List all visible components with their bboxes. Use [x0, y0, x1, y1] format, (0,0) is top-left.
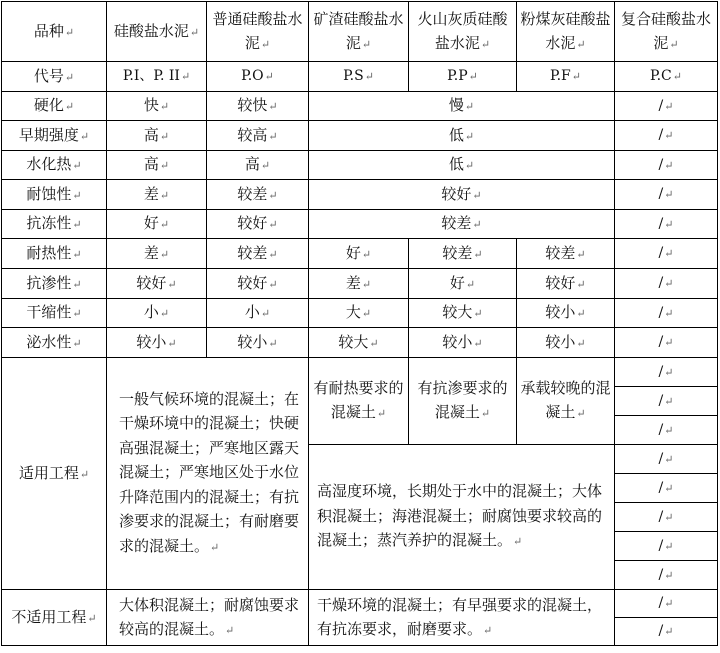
code-cell: P.S↵ — [309, 62, 409, 92]
row-label: 硬化↵ — [2, 92, 107, 121]
value-cell: 高↵ — [107, 151, 207, 180]
value-cell: 较小↵ — [409, 328, 517, 358]
code-cell: P.O↵ — [207, 62, 309, 92]
hydration-heat-row — [2, 151, 718, 180]
row-label: 早期强度↵ — [2, 121, 107, 151]
slash-cell: /↵ — [615, 387, 718, 416]
value-cell: 较好↵ — [207, 269, 309, 299]
value-cell: /↵ — [615, 210, 718, 239]
applicable-flyash-cell: 承载较晚的混凝土↵ — [517, 358, 615, 445]
value-cell: 较好↵ — [107, 269, 207, 299]
value-cell: 较差↵ — [409, 239, 517, 269]
value-cell: 大↵ — [309, 299, 409, 328]
frost-row — [2, 210, 718, 239]
row-label: 干缩性↵ — [2, 299, 107, 328]
slash-cell: /↵ — [615, 590, 718, 618]
row-label: 泌水性↵ — [2, 328, 107, 358]
row-label: 抗渗性↵ — [2, 269, 107, 299]
bleeding-row — [2, 328, 718, 358]
value-cell: 较差↵ — [207, 239, 309, 269]
value-cell: 好↵ — [107, 210, 207, 239]
row-label: 耐热性↵ — [2, 239, 107, 269]
code-cell: P.I、P. II↵ — [107, 62, 207, 92]
value-cell: 较差↵ — [309, 210, 615, 239]
not-applicable-portland-cell: 大体积混凝土；耐腐蚀要求较高的混凝土。↵ — [107, 590, 309, 646]
value-cell: 较小↵ — [207, 328, 309, 358]
not-applicable-row — [2, 590, 718, 618]
corrosion-row — [2, 180, 718, 210]
slash-cell: /↵ — [615, 561, 718, 590]
slash-cell: /↵ — [615, 445, 718, 474]
value-cell: 较大↵ — [309, 328, 409, 358]
value-cell: 高↵ — [207, 151, 309, 180]
cement-comparison-table — [1, 1, 718, 646]
value-cell: 小↵ — [107, 299, 207, 328]
value-cell: 好↵ — [309, 239, 409, 269]
value-cell: 差↵ — [309, 269, 409, 299]
value-cell: /↵ — [615, 269, 718, 299]
header-cell-portland: 硅酸盐水泥↵ — [107, 2, 207, 62]
value-cell: 较小↵ — [107, 328, 207, 358]
value-cell: /↵ — [615, 328, 718, 358]
heat-resistance-row — [2, 239, 718, 269]
value-cell: 小↵ — [207, 299, 309, 328]
value-cell: /↵ — [615, 239, 718, 269]
header-cell-slag: 矿渣硅酸盐水泥↵ — [309, 2, 409, 62]
value-cell: /↵ — [615, 121, 718, 151]
code-cell: P.P↵ — [409, 62, 517, 92]
row-label: 代号↵ — [2, 62, 107, 92]
applicable-row — [2, 358, 718, 387]
slash-cell: /↵ — [615, 503, 718, 532]
header-cell-flyash: 粉煤灰硅酸盐水泥↵ — [517, 2, 615, 62]
header-cell-ordinary-portland: 普通硅酸盐水泥↵ — [207, 2, 309, 62]
value-cell: 较好↵ — [207, 210, 309, 239]
header-cell-composite: 复合硅酸盐水泥↵ — [615, 2, 718, 62]
code-row — [2, 62, 718, 92]
value-cell: /↵ — [615, 299, 718, 328]
value-cell: 较小↵ — [517, 299, 615, 328]
applicable-common-cell: 高湿度环境，长期处于水中的混凝土；大体积混凝土；海港混凝土；耐腐蚀要求较高的混凝土；蒸汽养护的混凝土。↵ — [309, 445, 615, 590]
value-cell: /↵ — [615, 151, 718, 180]
applicable-pozzolan-cell: 有抗渗要求的混凝土↵ — [409, 358, 517, 445]
value-cell: 较快↵ — [207, 92, 309, 121]
value-cell: 差↵ — [107, 239, 207, 269]
row-label: 耐蚀性↵ — [2, 180, 107, 210]
early-strength-row — [2, 121, 718, 151]
hardening-row — [2, 92, 718, 121]
not-applicable-others-cell: 干燥环境的混凝土；有早强要求的混凝土，有抗冻要求，耐磨要求。↵ — [309, 590, 615, 646]
value-cell: 较小↵ — [517, 328, 615, 358]
value-cell: 较好↵ — [517, 269, 615, 299]
value-cell: 快↵ — [107, 92, 207, 121]
slash-cell: /↵ — [615, 358, 718, 387]
shrinkage-row — [2, 299, 718, 328]
value-cell: 较差↵ — [517, 239, 615, 269]
code-cell: P.F↵ — [517, 62, 615, 92]
value-cell: 差↵ — [107, 180, 207, 210]
slash-cell: /↵ — [615, 474, 718, 503]
value-cell: /↵ — [615, 92, 718, 121]
row-label-applicable: 适用工程↵ — [2, 358, 107, 590]
slash-cell: /↵ — [615, 618, 718, 646]
value-cell: 较差↵ — [207, 180, 309, 210]
impermeability-row — [2, 269, 718, 299]
value-cell: 较大↵ — [409, 299, 517, 328]
applicable-slag-cell: 有耐热要求的混凝土↵ — [309, 358, 409, 445]
value-cell: 低↵ — [309, 121, 615, 151]
value-cell: 较高↵ — [207, 121, 309, 151]
slash-cell: /↵ — [615, 416, 718, 445]
slash-cell: /↵ — [615, 532, 718, 561]
row-label-not-applicable: 不适用工程↵ — [2, 590, 107, 646]
value-cell: 高↵ — [107, 121, 207, 151]
value-cell: /↵ — [615, 180, 718, 210]
row-label: 抗冻性↵ — [2, 210, 107, 239]
value-cell: 好↵ — [409, 269, 517, 299]
value-cell: 较好↵ — [309, 180, 615, 210]
value-cell: 低↵ — [309, 151, 615, 180]
value-cell: 慢↵ — [309, 92, 615, 121]
applicable-portland-cell: 一般气候环境的混凝土；在干燥环境中的混凝土；快硬高强混凝土；严寒地区露天混凝土；严寒地区处于水位升降范围内的混凝土；有抗渗要求的混凝土；有耐磨要求的混凝土。↵ — [107, 358, 309, 590]
header-cell-variety: 品种↵ — [2, 2, 107, 62]
header-cell-pozzolan: 火山灰质硅酸盐水泥↵ — [409, 2, 517, 62]
row-label: 水化热↵ — [2, 151, 107, 180]
code-cell: P.C↵ — [615, 62, 718, 92]
header-row — [2, 2, 718, 62]
